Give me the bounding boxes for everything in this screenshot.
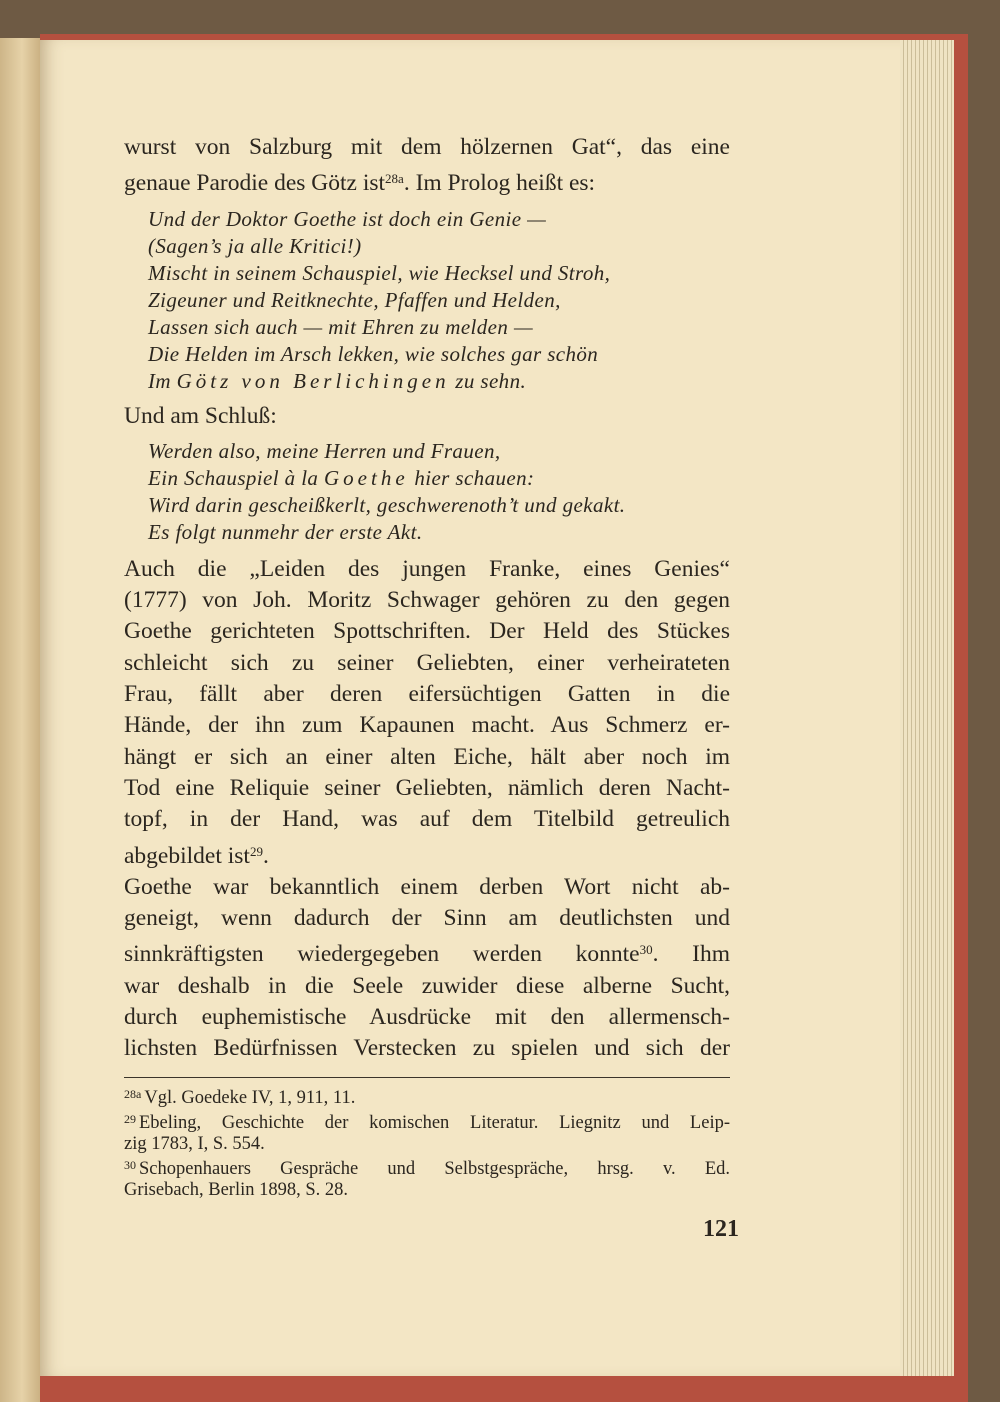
text-line: Tod eine Reliquie seiner Geliebten, nämlich deren Nacht- [124, 774, 730, 801]
verse-prolog [148, 206, 730, 395]
text-fragment: Im [148, 368, 171, 393]
footnote-number: 30 [124, 1157, 136, 1172]
text-fragment: zu sehn. [455, 368, 527, 393]
verse-line: Es folgt nunmehr der erste Akt. [148, 519, 423, 544]
verse-line: Zigeuner und Reitknechte, Pfaffen und Helden, [148, 287, 561, 312]
text-fragment: . [262, 842, 269, 869]
verse-epilogue [148, 438, 730, 546]
text-line: war deshalb in die Seele zuwider diese alberne Sucht, [124, 972, 730, 999]
text-line: Goethe gerichteten Spottschriften. Der Held des Stückes [124, 618, 730, 645]
verse-line: Und der Doktor Goethe ist doch ein Genie — [148, 206, 547, 231]
footnote [124, 1084, 730, 1109]
text-line: wurst von Salzburg mit dem hölzernen Gat“, das eine [124, 134, 730, 160]
text-line: Und am Schluß: [124, 402, 277, 429]
footnote [124, 1109, 730, 1134]
text-line [124, 836, 730, 872]
footnotes [124, 1084, 730, 1201]
footnote-continued: Grisebach, Berlin 1898, S. 28. [124, 1179, 349, 1200]
text-line [124, 163, 730, 199]
text-line: Auch die „Leiden des jungen Franke, eines Genies“ [124, 555, 730, 582]
footnote-ref[interactable]: 28a [385, 171, 404, 187]
footnote-text: Ebeling, Geschichte der komischen Literatur. Liegnitz und Leip- [139, 1112, 730, 1133]
text-line: geneigt, wenn dadurch der Sinn am deutlichsten und [124, 905, 730, 932]
verse-line: Wird darin gescheißkerlt, geschwerenoth’t und gekakt. [148, 492, 626, 517]
footnote-continued: zig 1783, I, S. 554. [124, 1133, 265, 1154]
text-fragment: sinnkräftigsten wiedergegeben werden konnte [124, 941, 640, 968]
footnote-text: Vgl. Goedeke IV, 1, 911, 11. [144, 1087, 356, 1108]
verse-line [148, 465, 730, 492]
spaced-name: Goethe [324, 465, 409, 490]
footnote-number: 28a [124, 1086, 142, 1101]
text-fragment: Ein Schauspiel à la [148, 465, 319, 490]
paragraph-leiden [124, 554, 730, 872]
footnote-rule [124, 1077, 730, 1078]
text-fragment: abgebildet ist [124, 842, 250, 869]
verse-line: Mischt in seinem Schauspiel, wie Hecksel und Stroh, [148, 260, 611, 285]
page-stack-edges [892, 40, 954, 1376]
page-content [124, 132, 730, 1201]
previous-page-edge [0, 38, 40, 1402]
verse-line: Lassen sich auch — mit Ehren zu melden — [148, 314, 534, 339]
footnote [124, 1155, 730, 1180]
text-line: Goethe war bekanntlich einem derben Wort nicht ab- [124, 873, 730, 900]
paragraph-goethe [124, 872, 730, 1065]
footnote-number: 29 [124, 1111, 136, 1126]
text-fragment: . Ihm [652, 941, 730, 968]
text-line: topf, in der Hand, was auf dem Titelbild getreulich [124, 806, 730, 833]
footnote-ref[interactable]: 29 [249, 843, 263, 859]
verse-line [148, 368, 730, 395]
text-line: (1777) von Joh. Moritz Schwager gehören zu den gegen [124, 587, 730, 614]
text-line: Hände, der ihn zum Kapaunen macht. Aus Schmerz er- [124, 712, 730, 739]
book-page [40, 40, 900, 1376]
text-line: lichsten Bedürfnissen Verstecken zu spielen und sich der [124, 1035, 730, 1062]
text-fragment: hier schauen: [414, 465, 535, 490]
text-line: hängt er sich an einer alten Eiche, hält aber noch im [124, 743, 730, 770]
text-fragment: genaue Parodie des Götz ist [124, 170, 386, 197]
verse-line: Die Helden im Arsch lekken, wie solches gar schön [148, 341, 599, 366]
text-line [124, 934, 730, 970]
text-line: durch euphemistische Ausdrücke mit den allermensch- [124, 1004, 730, 1031]
verse-line: Werden also, meine Herren und Frauen, [148, 438, 501, 463]
verse-line: (Sagen’s ja alle Kritici!) [148, 233, 362, 258]
text-fragment: . Im Prolog heißt es: [403, 170, 596, 197]
text-line: schleicht sich zu seiner Geliebten, einer verheirateten [124, 649, 730, 676]
footnote-text: Schopenhauers Gespräche und Selbstgespräche, hrsg. v. Ed. [139, 1158, 730, 1179]
page-number: 121 [703, 1216, 739, 1242]
spaced-title: Götz von Berlichingen [176, 368, 450, 393]
text-line: Frau, fällt aber deren eifersüchtigen Gatten in die [124, 681, 730, 708]
footnote-ref[interactable]: 30 [639, 942, 653, 958]
